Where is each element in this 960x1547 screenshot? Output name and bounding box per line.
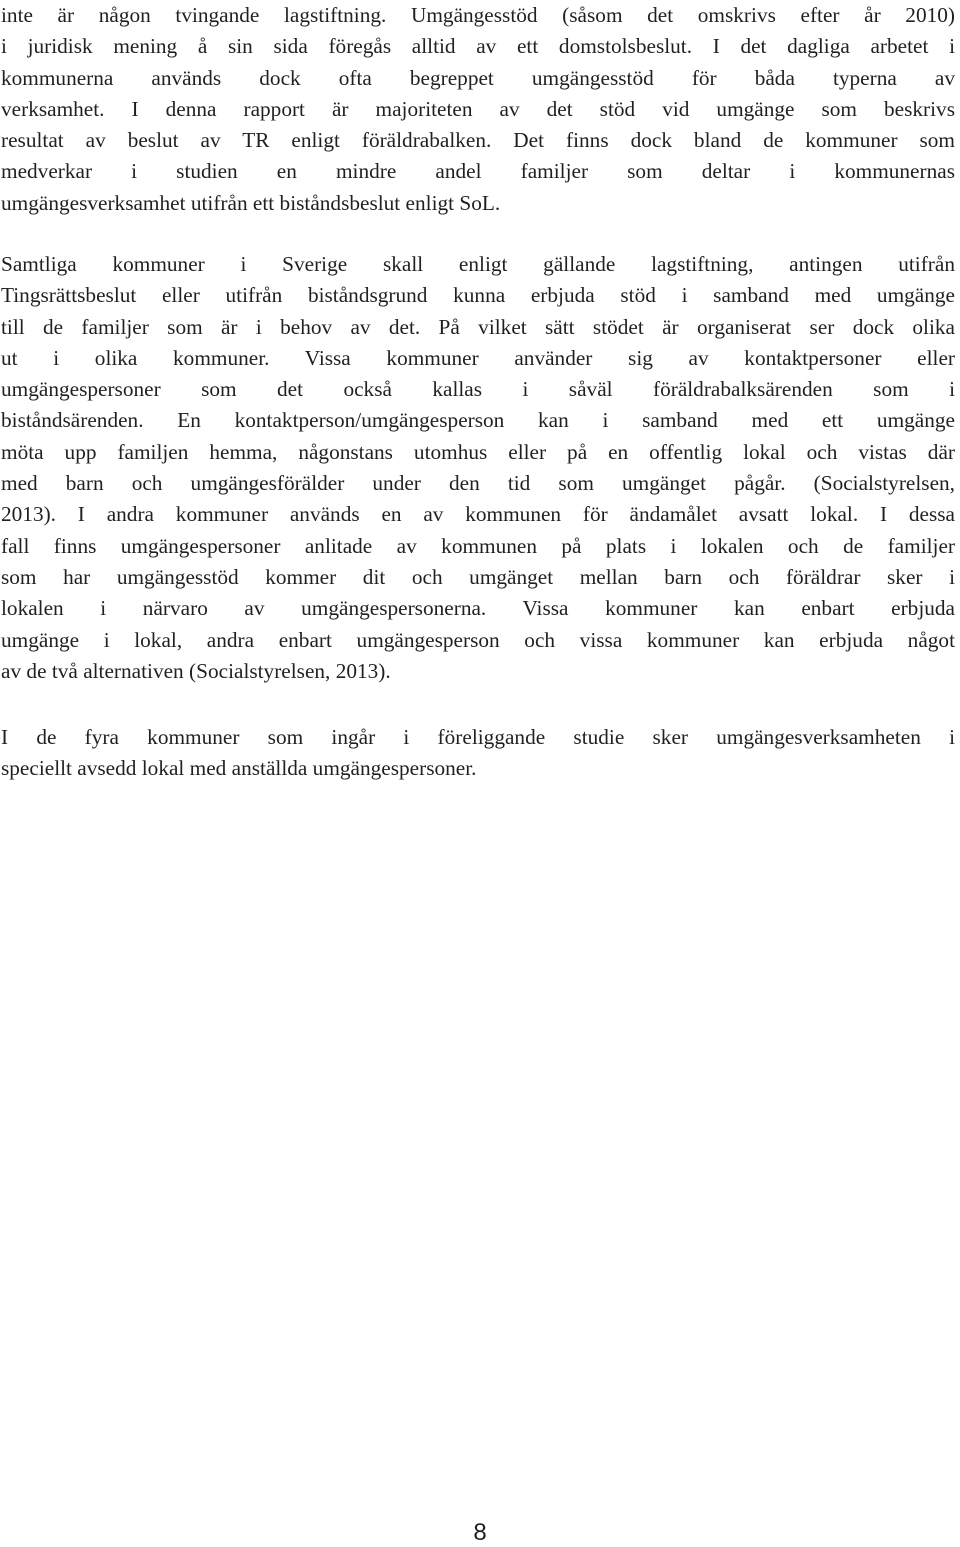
body-paragraph-3 [1, 722, 955, 785]
text-line: möta upp familjen hemma, någonstans utomhus eller på en offentlig lokal och vistas där [1, 439, 955, 464]
text-line: Tingsrättsbeslut eller utifrån biståndsgrund kunna erbjuda stöd i samband med umgänge [1, 283, 955, 308]
text-line: som har umgängesstöd kommer dit och umgänget mellan barn och föräldrar sker i [1, 564, 955, 589]
text-line: fall finns umgängespersoner anlitade av kommunen på plats i lokalen och de familjer [1, 533, 955, 558]
text-line: inte är någon tvingande lagstiftning. Umgängesstöd (såsom det omskrivs efter år 2010) [1, 3, 955, 27]
text-line: ut i olika kommuner. Vissa kommuner använder sig av kontaktpersoner eller [1, 345, 955, 370]
text-line: biståndsärenden. En kontaktperson/umgängesperson kan i samband med ett umgänge [1, 408, 955, 433]
text-line: umgängesverksamhet utifrån ett biståndsbeslut enligt SoL. [1, 190, 501, 215]
text-line: 2013). I andra kommuner används en av kommunen för ändamålet avsatt lokal. I dessa [1, 502, 955, 527]
body-paragraph-1 [1, 0, 955, 219]
text-line: umgänge i lokal, andra enbart umgängesperson och vissa kommuner kan erbjuda något [1, 627, 955, 652]
text-line: speciellt avsedd lokal med anställda umgängespersoner. [1, 756, 477, 781]
text-line: av de två alternativen (Socialstyrelsen, 2013). [1, 658, 391, 683]
text-line: umgängespersoner som det också kallas i såväl föräldrabalksärenden som i [1, 377, 955, 402]
text-line: Samtliga kommuner i Sverige skall enligt gällande lagstiftning, antingen utifrån [1, 252, 955, 276]
text-line: kommunerna används dock ofta begreppet umgängesstöd för båda typerna av [1, 65, 955, 90]
text-line: i juridisk mening å sin sida föregås alltid av ett domstolsbeslut. I det dagliga arbetet i [1, 34, 955, 59]
text-line: verksamhet. I denna rapport är majoriteten av det stöd vid umgänge som beskrivs [1, 96, 955, 121]
page-number: 8 [473, 1519, 487, 1546]
text-line: medverkar i studien en mindre andel familjer som deltar i kommunernas [1, 159, 955, 184]
text-line: I de fyra kommuner som ingår i föreliggande studie sker umgängesverksamheten i [1, 725, 955, 749]
text-line: med barn och umgängesförälder under den tid som umgänget pågår. (Socialstyrelsen, [1, 471, 955, 496]
text-line: till de familjer som är i behov av det. På vilket sätt stödet är organiserat ser dock olika [1, 314, 955, 339]
text-line: resultat av beslut av TR enligt föräldrabalken. Det finns dock bland de kommuner som [1, 128, 955, 153]
text-line: lokalen i närvaro av umgängespersonerna. Vissa kommuner kan enbart erbjuda [1, 596, 955, 621]
body-paragraph-2 [1, 249, 955, 687]
